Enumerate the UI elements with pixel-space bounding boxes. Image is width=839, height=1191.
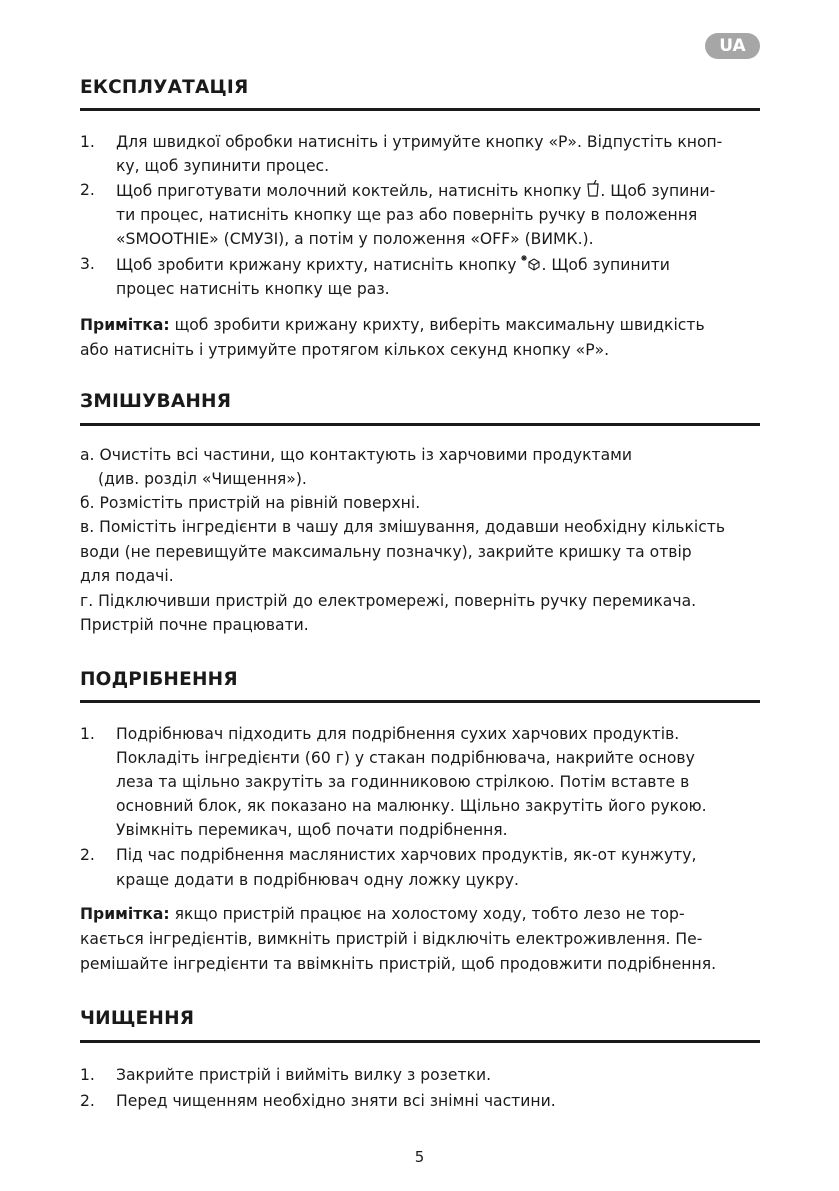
step-text: Пристрій почне працювати. xyxy=(80,616,309,634)
list-item-text: ку, щоб зупинити процес. xyxy=(116,157,330,175)
cup-icon xyxy=(586,180,600,203)
note-text: щоб зробити крижану крихту, виберіть максимальну швидкість xyxy=(169,316,705,334)
list-item-text: Закрийте пристрій і вийміть вилку з розетки. xyxy=(116,1066,492,1084)
section-title-operation: ЕКСПЛУАТАЦІЯ xyxy=(80,77,249,98)
list-number: 2. xyxy=(80,181,95,199)
list-item-text: ти процес, натисніть кнопку ще раз або поверніть ручку в положення xyxy=(116,206,698,224)
note-text: якщо пристрій працює на холостому ходу, тобто лезо не тор- xyxy=(169,905,685,923)
step-text: в. Помістіть інгредієнти в чашу для змішування, додавши необхідну кількість xyxy=(80,518,726,536)
note-text: ремішайте інгредієнти та ввімкніть пристрій, щоб продовжити подрібнення. xyxy=(80,955,717,973)
list-item-text: краще додати в подрібнювач одну ложку цукру. xyxy=(116,871,519,889)
note-label: Примітка: xyxy=(80,316,170,334)
list-item-text: Покладіть інгредієнти (60 г) у стакан подрібнювача, накрийте основу xyxy=(116,749,695,767)
list-number: 3. xyxy=(80,255,95,273)
list-number: 1. xyxy=(80,725,95,743)
section-divider xyxy=(80,1040,760,1043)
list-number: 1. xyxy=(80,133,95,151)
list-item-text-part: . Щоб зупини- xyxy=(600,182,716,200)
step-text: води (не перевищуйте максимальну позначку), закрийте кришку та отвір xyxy=(80,543,692,561)
list-number: 2. xyxy=(80,1092,95,1110)
section-title-chopping: ПОДРІБНЕННЯ xyxy=(80,669,238,690)
list-item-text: Увімкніть перемикач, щоб почати подрібнення. xyxy=(116,821,508,839)
list-number: 2. xyxy=(80,846,95,864)
list-item-text xyxy=(116,180,715,203)
list-item-text xyxy=(116,254,670,277)
list-item-text-part: Щоб приготувати молочний коктейль, натисніть кнопку xyxy=(116,182,582,200)
note-label: Примітка: xyxy=(80,905,170,923)
step-text: б. Розмістіть пристрій на рівній поверхні. xyxy=(80,494,421,512)
step-text: г. Підключивши пристрій до електромережі, поверніть ручку перемикача. xyxy=(80,592,697,610)
section-divider xyxy=(80,108,760,111)
note-text: кається інгредієнтів, вимкніть пристрій і відключіть електроживлення. Пе- xyxy=(80,930,703,948)
step-text: а. Очистіть всі частини, що контактують із харчовими продуктами xyxy=(80,446,633,464)
note-text: або натисніть і утримуйте протягом кількох секунд кнопку «P». xyxy=(80,341,610,359)
list-item-text: основний блок, як показано на малюнку. Щільно закрутіть його рукою. xyxy=(116,797,707,815)
section-title-mixing: ЗМІШУВАННЯ xyxy=(80,391,232,412)
list-number: 1. xyxy=(80,1066,95,1084)
list-item-text-part: . Щоб зупинити xyxy=(541,256,670,274)
list-item-text: леза та щільно закрутіть за годинниковою стрілкою. Потім вставте в xyxy=(116,773,690,791)
ice-crush-icon xyxy=(521,254,541,277)
list-item-text-part: Щоб зробити крижану крихту, натисніть кнопку xyxy=(116,256,517,274)
list-item-text: «SMOOTHIE» (СМУЗІ), а потім у положення «OFF» (ВИМК.). xyxy=(116,230,594,248)
list-item-text: Для швидкої обробки натисніть і утримуйте кнопку «P». Відпустіть кноп- xyxy=(116,133,723,151)
section-title-cleaning: ЧИЩЕННЯ xyxy=(80,1008,195,1029)
step-text: для подачі. xyxy=(80,567,174,585)
list-item-text: Під час подрібнення маслянистих харчових продуктів, як-от кунжуту, xyxy=(116,846,697,864)
page-number: 5 xyxy=(414,1148,425,1166)
section-divider xyxy=(80,423,760,426)
language-badge: UA xyxy=(705,33,760,59)
step-text: (див. розділ «Чищення»). xyxy=(98,470,307,488)
list-item-text: Подрібнювач підходить для подрібнення сухих харчових продуктів. xyxy=(116,725,680,743)
note-paragraph xyxy=(80,904,685,924)
section-divider xyxy=(80,700,760,703)
list-item-text: процес натисніть кнопку ще раз. xyxy=(116,280,390,298)
list-item-text: Перед чищенням необхідно зняти всі знімні частини. xyxy=(116,1092,556,1110)
note-paragraph xyxy=(80,315,705,335)
